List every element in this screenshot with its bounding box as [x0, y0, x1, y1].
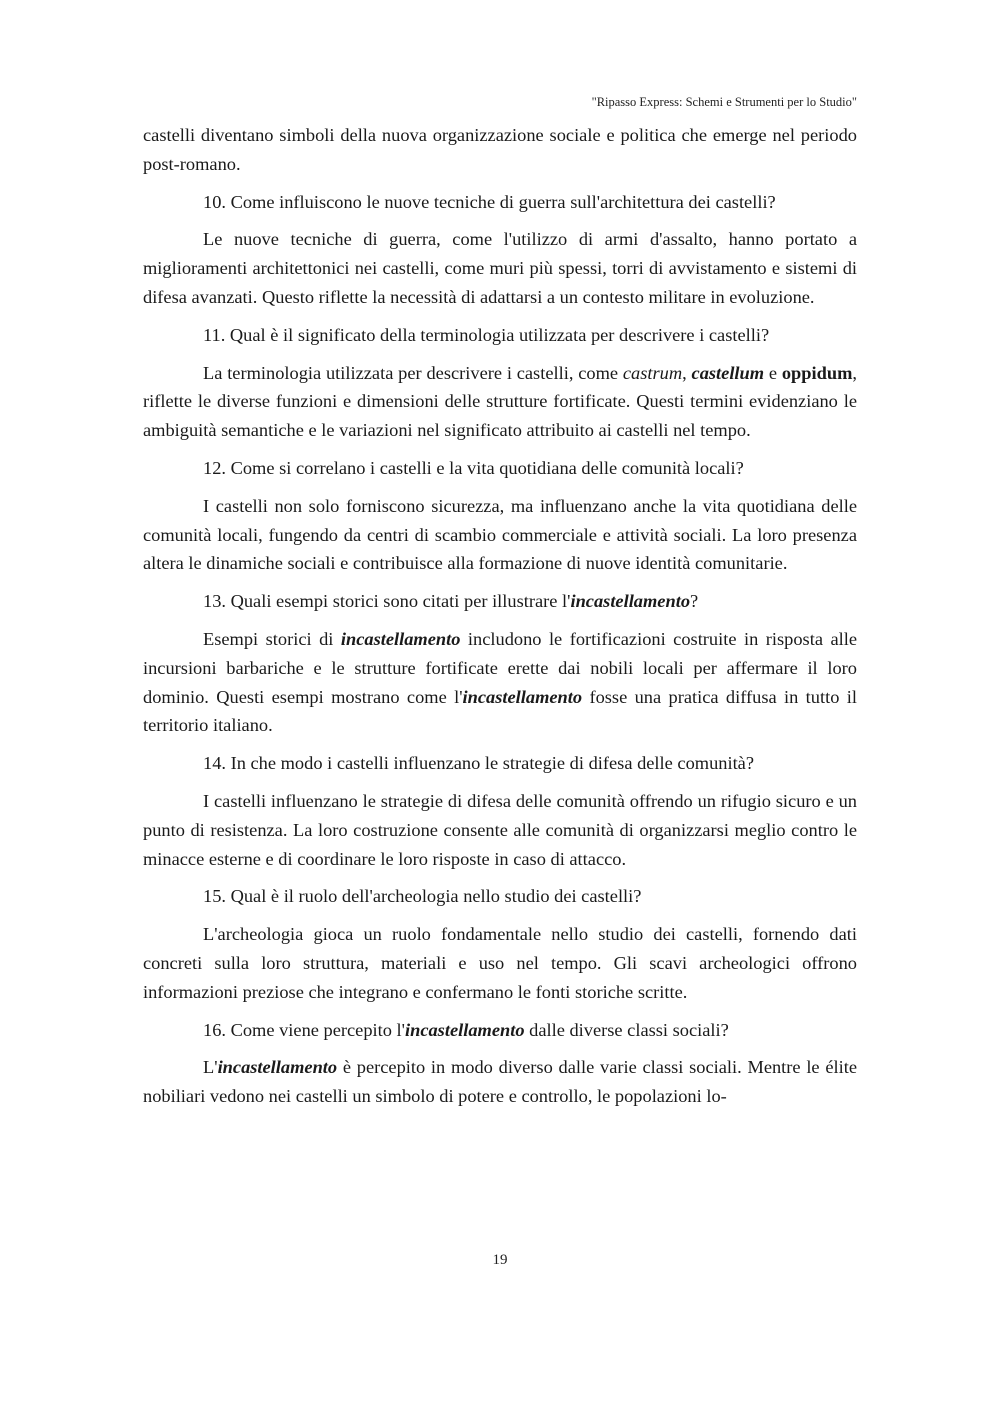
- question-16: [143, 1016, 857, 1045]
- answer-11-text-d: , riflette le diverse funzioni e dimensioni delle strutture fortificate. Questi termini evidenziano le ambiguità semantiche e le variazioni nel significato attribuito ai castelli nel tempo.: [143, 362, 858, 441]
- question-10: 10. Come influiscono le nuove tecniche di guerra sull'architettura dei castelli?: [203, 191, 776, 212]
- term-castellum: castellum: [691, 362, 765, 383]
- term-castrum: castrum: [622, 362, 683, 383]
- term-incastellamento: incastellamento: [570, 591, 691, 612]
- question-16-text-a: 16. Come viene percepito l': [203, 1019, 405, 1040]
- question-13: [143, 587, 857, 616]
- answer-16-text-a: L': [203, 1057, 218, 1078]
- term-oppidum: oppidum: [781, 362, 853, 383]
- answer-11-text-b: ,: [682, 362, 692, 383]
- answer-13-text-b: includono le fortificazioni costruite in risposta alle incursioni barbariche e le strutture fortificate erette dai nobili locali per affermare il loro dominio. Questi esempi mostrano come l': [143, 628, 858, 707]
- question-13-text-b: ?: [690, 591, 699, 612]
- answer-11-text-c: e: [764, 362, 782, 383]
- answer-11: [143, 359, 857, 445]
- term-incastellamento: incastellamento: [462, 686, 583, 707]
- answer-11-text-a: La terminologia utilizzata per descrivere i castelli, come: [203, 362, 623, 383]
- question-16-text-b: dalle diverse classi sociali?: [524, 1019, 729, 1040]
- question-12: 12. Come si correlano i castelli e la vita quotidiana delle comunità locali?: [203, 457, 744, 478]
- answer-16: [143, 1053, 857, 1111]
- question-11: 11. Qual è il significato della terminologia utilizzata per descrivere i castelli?: [203, 324, 770, 345]
- answer-16-text-b: è percepito in modo diverso dalle varie classi sociali. Mentre le élite nobiliari vedono nei castelli un simbolo di potere e controllo, le popolazioni lo-: [143, 1057, 857, 1107]
- answer-13: [143, 625, 857, 740]
- continuation-paragraph: castelli diventano simboli della nuova organizzazione sociale e politica che emerge nel periodo post-romano.: [143, 125, 857, 174]
- question-15: 15. Qual è il ruolo dell'archeologia nello studio dei castelli?: [203, 886, 642, 907]
- question-14: 14. In che modo i castelli influenzano le strategie di difesa delle comunità?: [203, 753, 755, 774]
- running-header: "Ripasso Express: Schemi e Strumenti per lo Studio": [591, 95, 857, 109]
- answer-10: Le nuove tecniche di guerra, come l'utilizzo di armi d'assalto, hanno portato a miglioramenti architettonici nei castelli, come muri più spessi, torri di avvistamento e sistemi di difesa avanzati. Questo riflette la necessità di adattarsi a un contesto militare in evoluzione.: [143, 229, 857, 307]
- term-incastellamento: incastellamento: [217, 1057, 338, 1078]
- term-incastellamento: incastellamento: [404, 1019, 525, 1040]
- answer-12: I castelli non solo forniscono sicurezza, ma influenzano anche la vita quotidiana delle comunità locali, fungendo da centri di scambio commerciale e attività sociali. La loro presenza altera le dinamiche sociali e contribuisce alla formazione di nuove identità comunitarie.: [143, 495, 857, 574]
- page-body: [143, 121, 857, 1120]
- term-incastellamento: incastellamento: [340, 628, 461, 649]
- answer-15: L'archeologia gioca un ruolo fondamentale nello studio dei castelli, fornendo dati concreti sulla loro struttura, materiali e uso nel tempo. Gli scavi archeologici offrono informazioni preziose che integrano e confermano le fonti storiche scritte.: [143, 924, 857, 1002]
- answer-13-text-c: fosse una pratica diffusa in tutto il territorio italiano.: [143, 686, 857, 736]
- question-13-text-a: 13. Quali esempi storici sono citati per illustrare l': [203, 591, 571, 612]
- answer-14: I castelli influenzano le strategie di difesa delle comunità offrendo un rifugio sicuro e un punto di resistenza. La loro costruzione consente alle comunità di organizzarsi meglio contro le minacce esterne e di coordinare le loro risposte in caso di attacco.: [143, 790, 857, 869]
- answer-13-text-a: Esempi storici di: [203, 628, 341, 649]
- page-number: 19: [492, 1252, 508, 1268]
